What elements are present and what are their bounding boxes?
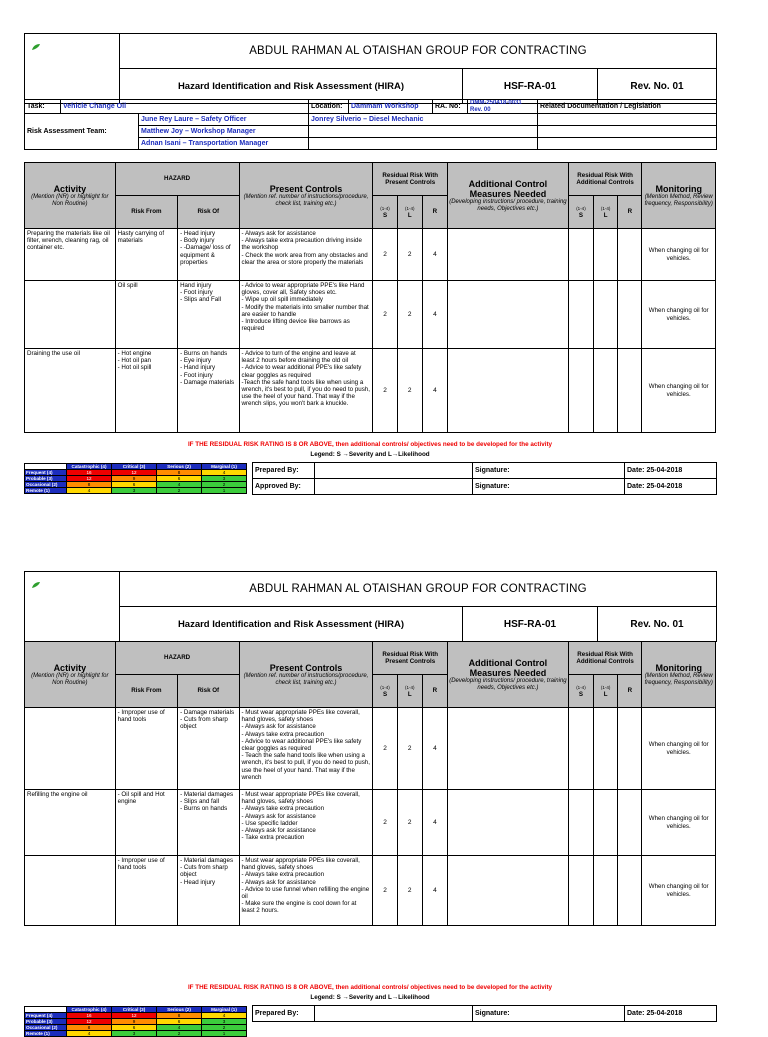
additional-controls-cell [448, 856, 569, 926]
table-row [25, 708, 716, 790]
hazard-header: HAZARD [115, 163, 239, 196]
risk-from-cell-list [118, 230, 175, 244]
hira-rows-page1 [25, 229, 716, 433]
present-controls-cell-item: -Teach the safe hand tools like when using a wrench, it's best to pull, if you do need to push, use the heel of your hand. That way if the wrench slips, you won't bark a knuckle. [241, 378, 370, 408]
risk-from-cell-item: - Hot oil spill [117, 364, 152, 372]
matrix-header-cell: Catastrophic (4) [67, 464, 112, 470]
l2-value-cell [594, 281, 618, 349]
risk-of-cell [178, 856, 239, 926]
risk-of-cell-list [180, 282, 236, 304]
r-header: R [422, 196, 447, 229]
risk-from-cell [115, 281, 177, 349]
legend-text: Legend: S →Severity and L→Likelihood [310, 451, 430, 458]
matrix-row-label: Frequent (4) [25, 1013, 67, 1019]
residual-risk-note: IF THE RESIDUAL RISK RATING IS 8 OR ABOVE, then additional controls/ objectives need to be developed for the activity [187, 441, 553, 448]
risk-from-cell-item: - Oil spill and Hot engine [117, 791, 165, 806]
r-value-cell: 4 [422, 790, 447, 856]
team-member-right: Jonrey Silverio – Diesel Mechanic [309, 114, 538, 126]
risk-from-cell-item: Oil spill [117, 282, 138, 289]
leaf-logo-icon [31, 43, 41, 51]
risk-of-cell-item: - Slips and Fall [180, 296, 222, 304]
r2-value-cell [618, 708, 642, 790]
risk-from-cell-list [118, 791, 175, 805]
matrix-cell: 6 [157, 476, 202, 482]
risk-of-cell-list [180, 230, 236, 266]
s2-header: (1-4) S [568, 196, 593, 229]
matrix-header-cell: Serious (2) [157, 1007, 202, 1013]
r2-value-cell [618, 349, 642, 433]
risk-of-cell-item: - Burns on hands [180, 350, 228, 357]
present-controls-cell-item: - Make sure the engine is cool down for at least 2 hours. [241, 900, 357, 915]
matrix-cell: 2 [157, 488, 202, 494]
risk-of-cell-item: - Material damages [180, 857, 234, 864]
location-label: Location: [309, 100, 349, 114]
present-controls-cell-item: - Advice to use funnel when refilling the engine oil [241, 885, 370, 901]
present-controls-cell-item: - Always ask for assistance [241, 827, 316, 835]
s-value-cell: 2 [373, 856, 397, 926]
additional-controls-cell [448, 708, 569, 790]
risk-of-header: Risk Of [178, 675, 239, 708]
matrix-cell: 12 [67, 476, 112, 482]
related-docs-label: Related Documentation / Legislation [538, 100, 717, 114]
risk-of-cell-item: - Body injury [180, 237, 215, 245]
matrix-cell: 4 [67, 488, 112, 494]
activity-header: Activity (Mention (NR) or highlight for Non Routine) [25, 163, 116, 229]
additional-controls-cell [448, 229, 569, 281]
present-controls-cell-item: - Must wear appropriate PPEs like coverall, hand gloves, safety shoes [241, 791, 360, 806]
approved-by-label: Approved By: [253, 479, 315, 495]
date-label: Date: 25-04-2018 [625, 479, 717, 495]
present-controls-cell-list [242, 230, 371, 266]
matrix-cell: 6 [157, 1019, 202, 1025]
risk-from-cell [115, 856, 177, 926]
present-controls-cell-item: - Always take extra precaution [241, 730, 325, 738]
matrix-row [25, 488, 247, 494]
monitoring-cell: When changing oil for vehicles. [642, 349, 716, 433]
matrix-cell: 3 [112, 1031, 157, 1037]
r-value-cell: 4 [422, 349, 447, 433]
r-header: R [422, 675, 447, 708]
matrix-cell: 12 [112, 1013, 157, 1019]
hira-rows-page2 [25, 708, 716, 926]
present-controls-cell-item: - Take extra precaution [241, 834, 305, 842]
monitoring-header: Monitoring (Mention Method, Review frequency, Responsibility) [642, 163, 716, 229]
revision-number: Rev. No. 01 [598, 607, 717, 642]
l2-value-cell [594, 229, 618, 281]
present-controls-cell-item: - Always take extra precaution [241, 871, 325, 879]
present-controls-cell-item: - Wipe up oil spill immediately [241, 296, 324, 304]
team-member-1: June Rey Laure – Safety Officer [139, 114, 309, 126]
related-docs-cell [538, 114, 717, 126]
matrix-header-cell: Marginal (1) [202, 1007, 247, 1013]
r2-header: R [618, 675, 642, 708]
s2-header: (1-4) S [568, 675, 593, 708]
task-value: Vehicle Change Oil [61, 100, 309, 114]
risk-of-cell-item: - -Damage/ loss of equipment & properties [180, 244, 231, 266]
present-controls-cell [239, 349, 373, 433]
document-title: Hazard Identification and Risk Assessment (HIRA) [120, 607, 463, 642]
s-header: (1-4) S [373, 196, 397, 229]
s2-value-cell [568, 229, 593, 281]
r2-value-cell [618, 856, 642, 926]
table-row [25, 229, 716, 281]
s2-value-cell [568, 790, 593, 856]
signoff-table [252, 462, 717, 495]
l2-value-cell [594, 349, 618, 433]
matrix-cell: 8 [157, 1013, 202, 1019]
risk-of-cell-list [180, 857, 236, 886]
matrix-cell: 3 [202, 1019, 247, 1025]
present-controls-cell [239, 229, 373, 281]
present-controls-cell-item: - Advice to turn of the engine and leave at least 2 hours before draining the old oil [241, 350, 356, 365]
risk-of-cell-item: - Damage materials [180, 709, 235, 716]
table-row [25, 790, 716, 856]
risk-of-cell-item: - Burns on hands [180, 805, 228, 813]
matrix-cell: 4 [157, 1025, 202, 1031]
activity-cell: Draining the use oil [25, 349, 116, 433]
matrix-cell: 3 [202, 476, 247, 482]
matrix-header-cell: Catastrophic (4) [67, 1007, 112, 1013]
matrix-header-cell: Critical (3) [112, 464, 157, 470]
risk-of-cell-list [180, 791, 236, 813]
table-row [25, 349, 716, 433]
logo-cell [25, 572, 120, 642]
document-code: HSF-RA-01 [463, 607, 598, 642]
present-controls-cell-item: - Must wear appropriate PPEs like coverall, hand gloves, safety shoes [241, 709, 360, 724]
present-controls-cell [239, 281, 373, 349]
page-2 [24, 571, 716, 1036]
present-controls-cell-item: - Advice to wear additional PPE's like safety clear goggles as required [241, 737, 362, 753]
present-controls-cell-list [242, 857, 371, 915]
ra-label: RA. No: [433, 100, 468, 114]
risk-of-cell-item: - Head injury [180, 878, 216, 886]
team-member-2: Matthew Joy – Workshop Manager [139, 126, 309, 138]
matrix-row-label: Remote (1) [25, 488, 67, 494]
present-controls-cell-item: - Always ask for assistance [241, 812, 316, 820]
risk-from-header: Risk From [115, 196, 177, 229]
signature-label: Signature: [473, 1006, 625, 1022]
signature-label: Signature: [473, 463, 625, 479]
document-code: HSF-RA-01 [463, 69, 598, 104]
present-controls-cell-item: - Must wear appropriate PPEs like coverall, hand gloves, safety shoes [241, 857, 360, 872]
matrix-cell: 6 [112, 1025, 157, 1031]
activity-cell [25, 281, 116, 349]
matrix-cell: 8 [157, 470, 202, 476]
risk-of-cell-list [180, 709, 236, 731]
monitoring-cell: When changing oil for vehicles. [642, 708, 716, 790]
l-header: (1-4) L [397, 675, 422, 708]
activity-cell: Preparing the materials like oil filter, wrench, cleaning rag, oil container etc. [25, 229, 116, 281]
activity-cell [25, 856, 116, 926]
l-value-cell: 2 [397, 349, 422, 433]
monitoring-header: Monitoring (Mention Method, Review frequency, Responsibility) [642, 642, 716, 708]
approved-by-field[interactable] [315, 479, 473, 495]
present-controls-cell-item: - Always take extra precaution driving inside the workshop [241, 237, 362, 252]
risk-from-cell [115, 349, 177, 433]
risk-of-cell-item: - Foot injury [180, 371, 213, 379]
present-controls-cell-item: - Always ask for assistance [241, 723, 316, 731]
risk-from-cell-item: - Hot oil pan [117, 357, 152, 365]
present-controls-cell-list [242, 709, 371, 781]
l-header: (1-4) L [397, 196, 422, 229]
signoff-table [252, 1005, 717, 1022]
matrix-cell: 9 [112, 1019, 157, 1025]
monitoring-cell: When changing oil for vehicles. [642, 229, 716, 281]
present-controls-cell-item: - Always take extra precaution [241, 805, 325, 813]
matrix-cell: 16 [67, 470, 112, 476]
matrix-cell: 2 [202, 482, 247, 488]
present-controls-cell-item: - Advice to wear additional PPE's like safety clear goggles as required [241, 364, 362, 379]
matrix-cell: 12 [67, 1019, 112, 1025]
risk-of-cell-item: - Cuts from sharp object [180, 716, 228, 731]
matrix-header-cell: Marginal (1) [202, 464, 247, 470]
risk-from-cell-item: - Improper use of hand tools [117, 857, 165, 872]
present-controls-cell-list [242, 791, 371, 841]
residual-header: Residual Risk With Present Controls [373, 642, 448, 675]
present-controls-cell-item: - Always ask for assistance [241, 230, 316, 237]
page-1 [24, 33, 716, 503]
matrix-row-label: Remote (1) [25, 1031, 67, 1037]
date-label: Date: 25-04-2018 [625, 1006, 717, 1022]
prepared-by-field[interactable] [315, 463, 473, 479]
team-label: Risk Assessment Team: [25, 114, 139, 150]
risk-of-cell-item: - Eye injury [180, 357, 212, 365]
l-value-cell: 2 [397, 229, 422, 281]
matrix-cell: 3 [112, 488, 157, 494]
l-value-cell: 2 [397, 281, 422, 349]
l2-header: (1-4) L [594, 675, 618, 708]
l2-value-cell [594, 856, 618, 926]
team-member-3: Adnan Isani – Transportation Manager [139, 138, 309, 150]
risk-of-cell-item: Hand injury [180, 282, 212, 289]
company-name: ABDUL RAHMAN AL OTAISHAN GROUP FOR CONTRACTING [120, 572, 717, 607]
s-value-cell: 2 [373, 229, 397, 281]
present-controls-cell-list [242, 350, 371, 408]
residual-risk-note: IF THE RESIDUAL RISK RATING IS 8 OR ABOVE, then additional controls/ objectives need to be developed for the activity [187, 984, 553, 991]
document-header [24, 571, 717, 642]
present-controls-cell-item: - Use specific ladder [241, 819, 298, 827]
risk-of-cell-item: - Material damages [180, 791, 234, 798]
matrix-row [25, 1031, 247, 1037]
s2-value-cell [568, 349, 593, 433]
risk-of-cell-item: - Cuts from sharp object [180, 864, 228, 879]
hazard-header: HAZARD [115, 642, 239, 675]
l2-header: (1-4) L [594, 196, 618, 229]
matrix-cell: 6 [112, 482, 157, 488]
company-name: ABDUL RAHMAN AL OTAISHAN GROUP FOR CONTRACTING [120, 34, 717, 69]
present-controls-cell-item: - Always ask for assistance [241, 878, 316, 886]
hira-table [24, 162, 716, 433]
l-value-cell: 2 [397, 708, 422, 790]
ra-value: DMM-250418-0031 Rev. 00 [468, 100, 538, 114]
l2-value-cell [594, 790, 618, 856]
present-controls-cell-item: - Modify the materials into smaller number that are easier to handle [241, 303, 369, 318]
risk-of-cell [178, 229, 239, 281]
monitoring-cell: When changing oil for vehicles. [642, 856, 716, 926]
table-row [25, 281, 716, 349]
s-value-cell: 2 [373, 790, 397, 856]
document-title: Hazard Identification and Risk Assessment (HIRA) [120, 69, 463, 104]
r-value-cell: 4 [422, 856, 447, 926]
matrix-row-label: Occasional (2) [25, 1025, 67, 1031]
risk-of-header: Risk Of [178, 196, 239, 229]
present-controls-header: Present Controls (Mention ref. number of instructions/procedure, check list, training etc.) [239, 642, 373, 708]
r-value-cell: 4 [422, 229, 447, 281]
additional-controls-cell [448, 281, 569, 349]
present-controls-cell [239, 708, 373, 790]
matrix-row-label: Occasional (2) [25, 482, 67, 488]
s-value-cell: 2 [373, 708, 397, 790]
matrix-cell: 1 [202, 488, 247, 494]
l-value-cell: 2 [397, 790, 422, 856]
risk-from-cell-list [118, 857, 175, 871]
s2-value-cell [568, 708, 593, 790]
matrix-cell: 4 [157, 482, 202, 488]
present-controls-cell-item: - Introduce lifting device like barrows as required [241, 318, 350, 333]
present-controls-cell-item: - Teach the safe hand tools like when using a wrench, it's best to pull, if you do need to push, use the heel of your hand. That way if the wrench [241, 752, 370, 781]
r-value-cell: 4 [422, 708, 447, 790]
prepared-by-field[interactable] [315, 1006, 473, 1022]
risk-from-cell-item: Hasty carrying of materials [117, 230, 165, 245]
present-controls-cell [239, 856, 373, 926]
task-label: Task: [25, 100, 61, 114]
matrix-header-cell: Critical (3) [112, 1007, 157, 1013]
present-controls-header: Present Controls (Mention ref. number of instructions/procedure, check list, training etc.) [239, 163, 373, 229]
activity-header: Activity (Mention (NR) or highlight for Non Routine) [25, 642, 116, 708]
activity-cell: Refilling the engine oil [25, 790, 116, 856]
s-header: (1-4) S [373, 675, 397, 708]
risk-from-cell-list [118, 282, 175, 289]
present-controls-cell-item: - Check the work area from any obstacles and clear the area or store properly the materials [241, 251, 368, 266]
residual-additional-header: Residual Risk With Additional Controls [568, 163, 642, 196]
risk-of-cell [178, 349, 239, 433]
s-value-cell: 2 [373, 281, 397, 349]
monitoring-cell: When changing oil for vehicles. [642, 281, 716, 349]
matrix-cell: 8 [67, 482, 112, 488]
matrix-cell: 2 [157, 1031, 202, 1037]
matrix-cell: 16 [67, 1013, 112, 1019]
present-controls-cell [239, 790, 373, 856]
residual-header: Residual Risk With Present Controls [373, 163, 448, 196]
l-value-cell: 2 [397, 856, 422, 926]
risk-from-cell-item: - Improper use of hand tools [117, 709, 165, 724]
date-label: Date: 25-04-2018 [625, 463, 717, 479]
matrix-cell: 4 [202, 1013, 247, 1019]
hira-table [24, 641, 716, 926]
additional-controls-cell [448, 790, 569, 856]
risk-of-cell-item: - Foot injury [180, 289, 213, 297]
matrix-cell: 8 [67, 1025, 112, 1031]
matrix-row-label: Probable (3) [25, 476, 67, 482]
risk-of-cell-item: - Damage materials [180, 378, 235, 386]
revision-number: Rev. No. 01 [598, 69, 717, 104]
r-value-cell: 4 [422, 281, 447, 349]
s2-value-cell [568, 856, 593, 926]
legend-text: Legend: S →Severity and L→Likelihood [310, 994, 430, 1001]
risk-of-cell [178, 708, 239, 790]
task-info-table [24, 99, 717, 150]
matrix-cell: 12 [112, 470, 157, 476]
present-controls-cell-list [242, 282, 371, 332]
prepared-by-label: Prepared By: [253, 463, 315, 479]
risk-of-cell-item: - Hand injury [180, 364, 216, 372]
risk-from-cell [115, 708, 177, 790]
r2-value-cell [618, 790, 642, 856]
risk-of-cell-item: - Head injury [180, 230, 216, 237]
risk-from-cell-item: - Hot engine [117, 350, 152, 357]
matrix-row-label: Frequent (4) [25, 470, 67, 476]
prepared-by-label: Prepared By: [253, 1006, 315, 1022]
additional-controls-header: Additional Control Measures Needed (Developing instructions/ procedure, training needs, Objectives etc.) [448, 163, 569, 229]
table-row [25, 856, 716, 926]
risk-of-cell-list [180, 350, 236, 386]
present-controls-cell-item: - Advice to wear appropriate PPE's like Hand gloves, cover all, Safety shoes etc. [241, 282, 365, 297]
risk-from-cell [115, 790, 177, 856]
s2-value-cell [568, 281, 593, 349]
location-value: Dammam Workshop [349, 100, 433, 114]
logo-cell [25, 34, 120, 104]
s-value-cell: 2 [373, 349, 397, 433]
matrix-cell: 1 [202, 1031, 247, 1037]
r2-header: R [618, 196, 642, 229]
matrix-cell: 4 [67, 1031, 112, 1037]
risk-from-cell [115, 229, 177, 281]
matrix-cell: 2 [202, 1025, 247, 1031]
matrix-cell: 9 [112, 476, 157, 482]
r2-value-cell [618, 281, 642, 349]
l2-value-cell [594, 708, 618, 790]
additional-controls-cell [448, 349, 569, 433]
matrix-row-label: Probable (3) [25, 1019, 67, 1025]
leaf-logo-icon [31, 581, 41, 589]
matrix-header-cell: Serious (2) [157, 464, 202, 470]
risk-from-header: Risk From [115, 675, 177, 708]
risk-from-cell-list [118, 709, 175, 723]
residual-additional-header: Residual Risk With Additional Controls [568, 642, 642, 675]
document-header [24, 33, 717, 104]
risk-matrix [24, 1006, 247, 1037]
r2-value-cell [618, 229, 642, 281]
matrix-cell: 4 [202, 470, 247, 476]
risk-from-cell-list [118, 350, 175, 372]
risk-of-cell [178, 281, 239, 349]
signature-label: Signature: [473, 479, 625, 495]
activity-cell [25, 708, 116, 790]
risk-of-cell [178, 790, 239, 856]
monitoring-cell: When changing oil for vehicles. [642, 790, 716, 856]
risk-matrix [24, 463, 247, 494]
risk-of-cell-item: - Slips and fall [180, 798, 219, 806]
additional-controls-header: Additional Control Measures Needed (Developing instructions/ procedure, training needs, Objectives etc.) [448, 642, 569, 708]
